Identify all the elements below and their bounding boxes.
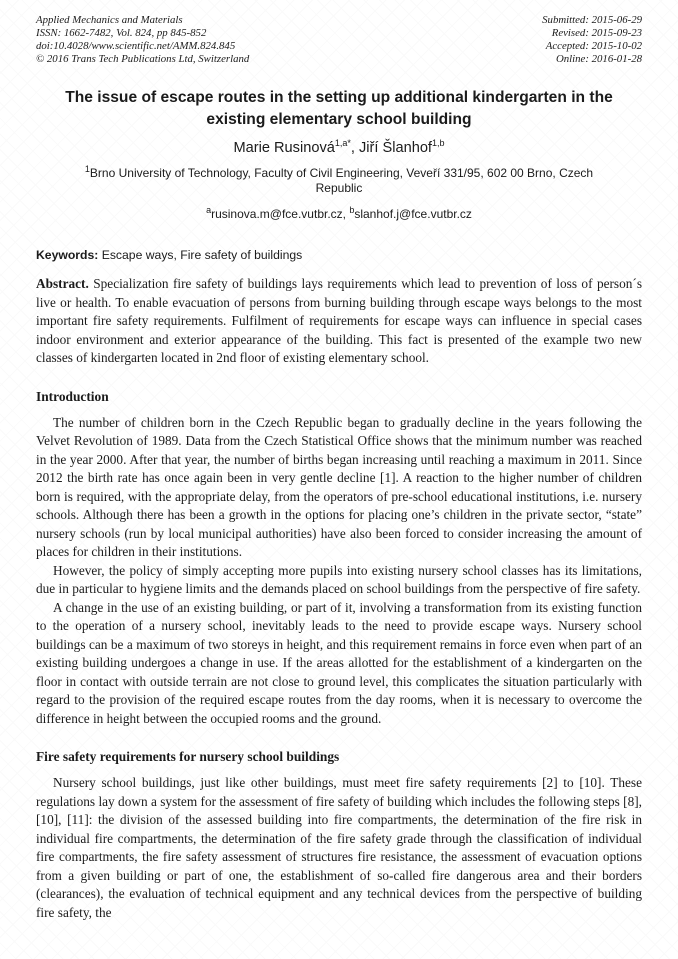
email-mark-2: b: [349, 205, 355, 215]
section-heading-introduction: Introduction: [36, 388, 109, 404]
journal-header: [36, 14, 642, 66]
journal-copyright: © 2016 Trans Tech Publications Ltd, Switzerland: [36, 53, 250, 65]
authors-separator: ,: [350, 140, 359, 156]
date-submitted: Submitted: 2015-06-29: [542, 14, 642, 26]
keywords-text: Escape ways, Fire safety of buildings: [101, 248, 303, 262]
date-revised: Revised: 2015-09-23: [551, 27, 642, 39]
intro-paragraph-3: A change in the use of an existing building, or part of it, involving a transformation from its existing function to the operation of a nursery school, inevitably leads to the need to provide escape ways. Nursery school buildings can be a maximum of two storeys in height, and this requirement remains in force even when part of an existing building undergoes a change in use. If the areas allotted for the establishment of a kindergarten on the floor in contact with outside terrain are not close to ground level, this complicates the situation particularly with regard to the provision of the required escape routes from the day rooms, when it is necessary to overcome the difference in height between the occupied rooms and the ground.: [36, 599, 642, 726]
abstract-label: Abstract.: [36, 276, 89, 291]
authors-line: [36, 140, 642, 156]
section-heading-fire-safety: Fire safety requirements for nursery school buildings: [36, 749, 340, 764]
journal-issn-volume: ISSN: 1662-7482, Vol. 824, pp 845-852: [36, 27, 207, 39]
affiliation-mark: 1: [84, 164, 90, 174]
intro-paragraph-2: However, the policy of simply accepting more pupils into existing nursery school classes has its limitations, due in particular to hygiene limits and the demands placed on school buildings from the perspective of fire safety.: [36, 562, 642, 596]
author-affil-mark-2: 1,b: [432, 138, 445, 149]
email-mark-1: a: [206, 205, 212, 215]
author-affil-mark-1: 1,a*: [334, 138, 351, 149]
section-fire-safety-requirements: [36, 749, 642, 922]
journal-name: Applied Mechanics and Materials: [36, 14, 183, 26]
section-introduction: [36, 389, 642, 729]
fire-safety-paragraph-1: Nursery school buildings, just like other buildings, must meet fire safety requirements [2] to [10]. These regulations lay down a system for the assessment of fire safety of building which includes the following steps [8], [10], [11]: the division of the assessed building into fire compartments, the determination of the fire risk in individual fire compartments, the determination of the fire safety grade through the classification of individual fire compartments, the fire safety assessment of structures fire resistance, the assessment of evacuation options from a given building or part of one, the establishment of so-called fire dangerous area and their borders (clearances), the evaluation of technical equipment and any technical devices from the perspective of building fire safety, the: [36, 775, 642, 920]
emails-line: [36, 207, 642, 221]
email-address-2: slanhof.j@fce.vutbr.cz: [354, 207, 472, 221]
affiliation-line: [61, 166, 617, 196]
journal-doi: doi:10.4028/www.scientific.net/AMM.824.845: [36, 40, 236, 52]
date-online: Online: 2016-01-28: [555, 53, 642, 65]
keywords-label: Keywords:: [36, 248, 99, 262]
author-name-2: Jiří Šlanhof: [358, 140, 432, 156]
abstract-paragraph: [36, 275, 642, 368]
journal-info: [36, 14, 249, 66]
intro-paragraph-1: The number of children born in the Czech Republic began to gradually decline in the years following the Velvet Revolution of 1989. Data from the Czech Statistical Office shows that the minimum number was reached in the year 2000. After that year, the number of births began increasing until reaching a maximum in 2011. Since 2012 the birth rate has once again been in very gentle decline [1]. A reaction to the higher number of children born is required, with the appropriate delay, from the operators of pre-school educational institutions, i.e. nursery schools. Although there has been a growth in the options for placing one’s children in the private sector, “state” nursery schools (run by local municipal authorities) have also been forced to consider increasing the amount of places for children in their institutions.: [36, 414, 642, 559]
submission-dates: [542, 14, 642, 66]
affiliation-text: Brno University of Technology, Faculty of Civil Engineering, Veveří 331/95, 602 00 Brno, Czech Republic: [89, 166, 594, 195]
paper-title: The issue of escape routes in the setting up additional kindergarten in the existing elementary school building: [65, 89, 613, 128]
date-accepted: Accepted: 2015-10-02: [545, 40, 642, 52]
abstract-text: Specialization fire safety of buildings lays requirements which lead to prevention of loss of person´s live or health. To enable evacuation of persons from burning building through escape ways belongs to the most important fire safety requirements. Fulfilment of requirements for escape ways can influence in special cases indoor environment and exterior appearance of the building. This fact is presented of the example two new classes of kindergarten located in 2nd floor of existing elementary school.: [36, 276, 642, 365]
emails-separator: ,: [342, 207, 350, 221]
keywords-line: [36, 248, 642, 262]
email-address-1: rusinova.m@fce.vutbr.cz: [211, 207, 343, 221]
author-name-1: Marie Rusinová: [233, 140, 335, 156]
